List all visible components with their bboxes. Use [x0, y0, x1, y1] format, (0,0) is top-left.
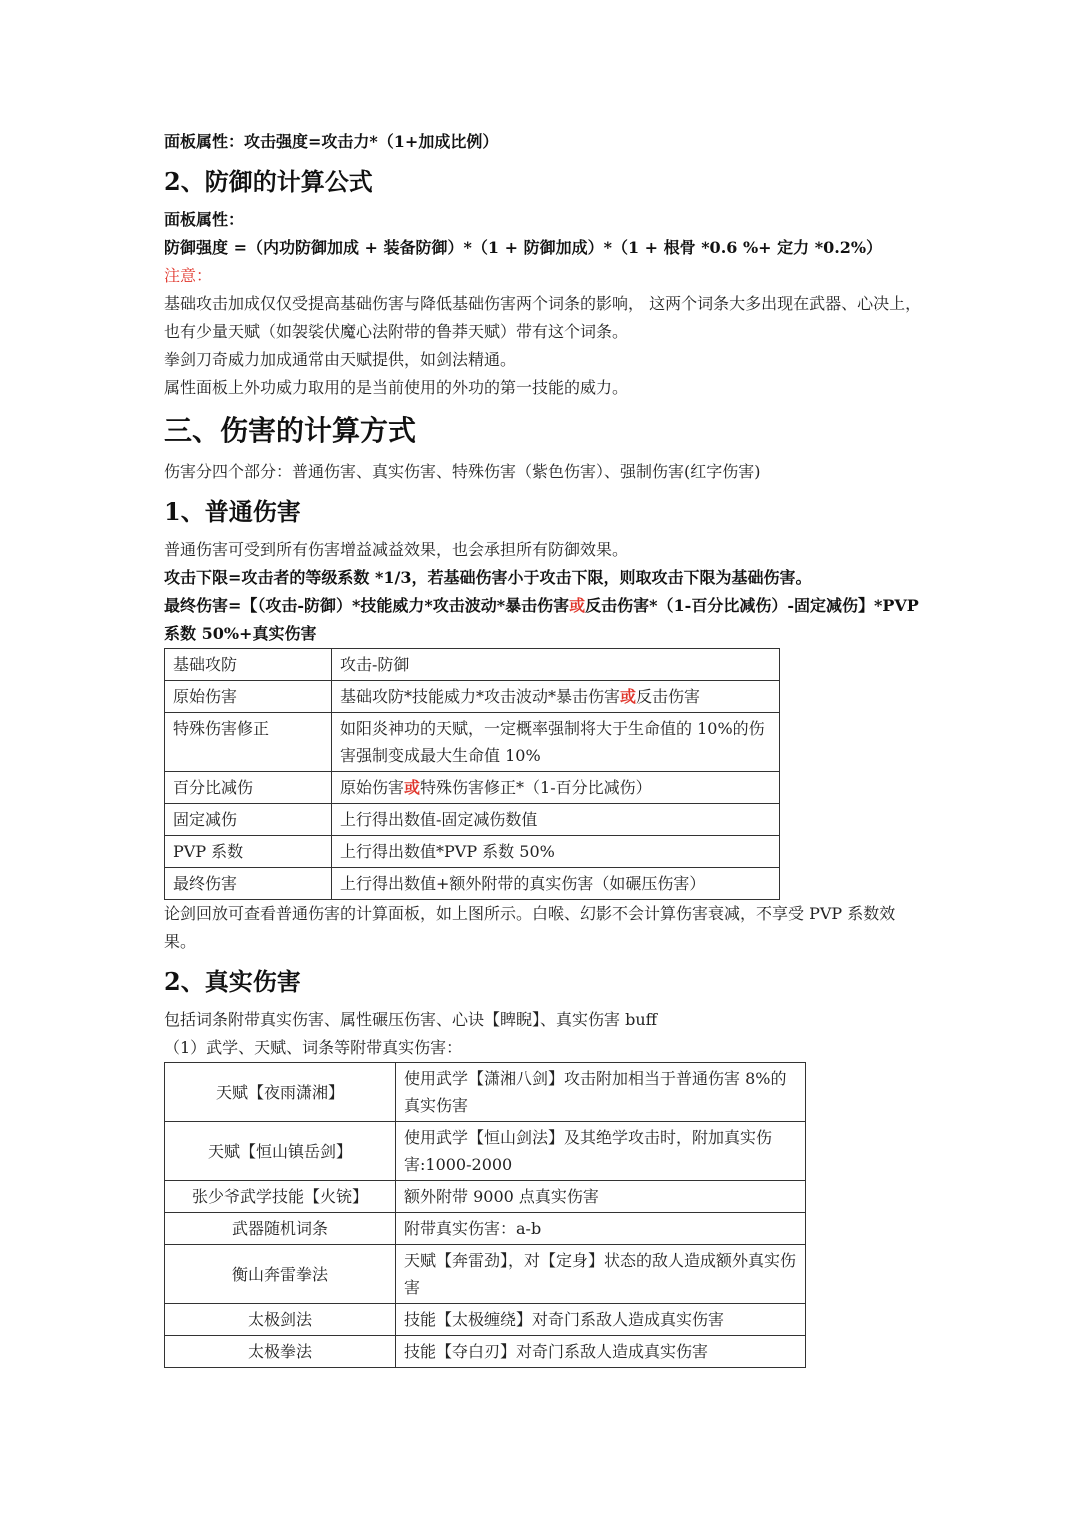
formula-part-b: 反击伤害*（1-百分比减伤）-固定减伤】*PVP 系数 50%+真实伤害: [164, 596, 919, 643]
table-cell-value: 如阳炎神功的天赋，一定概率强制将大于生命值的 10%的伤害强制变成最大生命值 10%: [332, 713, 780, 772]
cell-text-or: 或: [404, 778, 421, 797]
table-row: [165, 1122, 806, 1181]
table-cell-key: 张少爷武学技能【火铳】: [165, 1181, 396, 1213]
table-row: [165, 1063, 806, 1122]
table-row: [165, 804, 780, 836]
table-cell-key: 固定减伤: [165, 804, 332, 836]
normal-damage-p1: 普通伤害可受到所有伤害增益减益效果，也会承担所有防御效果。: [164, 540, 629, 559]
heading-damage-calc: 三、伤害的计算方式: [164, 414, 417, 447]
document-page: [164, 128, 924, 1368]
table-cell-key: PVP 系数: [165, 836, 332, 868]
note-2: 拳剑刀奇威力加成通常由天赋提供，如剑法精通。: [164, 350, 517, 369]
normal-damage-formula: [164, 592, 924, 648]
table-cell-value: [332, 772, 780, 804]
heading-defense-formula: 2、防御的计算公式: [164, 167, 373, 196]
note-3: 属性面板上外功威力取用的是当前使用的外功的第一技能的威力。: [164, 378, 629, 397]
table-cell-key: 天赋【夜雨潇湘】: [165, 1063, 396, 1122]
cell-text-a: 基础攻防*技能威力*攻击波动*暴击伤害: [340, 687, 621, 706]
table-row: [165, 1245, 806, 1304]
true-damage-table: [164, 1062, 806, 1368]
damage-intro: 伤害分四个部分：普通伤害、真实伤害、特殊伤害（紫色伤害）、强制伤害(红字伤害): [164, 462, 761, 481]
table-cell-value: 使用武学【恒山剑法】及其绝学攻击时，附加真实伤害:1000-2000: [396, 1122, 806, 1181]
cell-text-b: 特殊伤害修正*（1-百分比减伤）: [420, 778, 652, 797]
table-cell-key: 太极剑法: [165, 1304, 396, 1336]
table-cell-value: 技能【夺白刃】对奇门系敌人造成真实伤害: [396, 1336, 806, 1368]
table-cell-value: 上行得出数值*PVP 系数 50%: [332, 836, 780, 868]
table-cell-key: 基础攻防: [165, 649, 332, 681]
table-cell-key: 原始伤害: [165, 681, 332, 713]
heading-normal-damage: 1、普通伤害: [164, 497, 301, 526]
table-row: [165, 868, 780, 900]
table-cell-value: 使用武学【潇湘八剑】攻击附加相当于普通伤害 8%的真实伤害: [396, 1063, 806, 1122]
table-row: [165, 1304, 806, 1336]
table-cell-key: 太极拳法: [165, 1336, 396, 1368]
table-row: [165, 713, 780, 772]
defense-formula: 防御强度 =（内功防御加成 + 装备防御）*（1 + 防御加成）*（1 + 根骨 *0.6 %+ 定力 *0.2%）: [164, 238, 883, 257]
table-cell-value: 上行得出数值+额外附带的真实伤害（如碾压伤害）: [332, 868, 780, 900]
cell-text-a: 原始伤害: [340, 778, 405, 797]
formula-part-a: 最终伤害=【（攻击-防御）*技能威力*攻击波动*暴击伤害: [164, 596, 570, 615]
true-damage-p2: （1）武学、天赋、词条等附带真实伤害：: [164, 1038, 463, 1057]
table-cell-key: 衡山奔雷拳法: [165, 1245, 396, 1304]
table-cell-value: 天赋【奔雷劲】，对【定身】状态的敌人造成额外真实伤害: [396, 1245, 806, 1304]
table-row: [165, 1181, 806, 1213]
table-cell-key: 最终伤害: [165, 868, 332, 900]
formula-or: 或: [569, 596, 586, 615]
table-cell-value: 技能【太极缠绕】对奇门系敌人造成真实伤害: [396, 1304, 806, 1336]
normal-damage-p2: 攻击下限=攻击者的等级系数 *1/3，若基础伤害小于攻击下限，则取攻击下限为基础伤害。: [164, 568, 812, 587]
table-row: [165, 836, 780, 868]
note-1: 基础攻击加成仅仅受提高基础伤害与降低基础伤害两个词条的影响， 这两个词条大多出现在武器、心决上，也有少量天赋（如袈裟伏魔心法附带的鲁莽天赋）带有这个词条。: [164, 294, 922, 341]
true-damage-p1: 包括词条附带真实伤害、属性碾压伤害、心诀【睥睨】、真实伤害 buff: [164, 1010, 658, 1029]
cell-text-b: 反击伤害: [636, 687, 701, 706]
table-cell-key: 百分比减伤: [165, 772, 332, 804]
table-cell-value: 附带真实伤害：a-b: [396, 1213, 806, 1245]
table-row: [165, 681, 780, 713]
normal-damage-table: [164, 648, 780, 900]
table-row: [165, 1336, 806, 1368]
table-row: [165, 772, 780, 804]
defense-panel-label: 面板属性：: [164, 210, 245, 229]
table-row: [165, 1213, 806, 1245]
cell-text-or: 或: [620, 687, 637, 706]
heading-true-damage: 2、真实伤害: [164, 967, 301, 996]
table-cell-key: 特殊伤害修正: [165, 713, 332, 772]
table-row: [165, 649, 780, 681]
table-cell-value: [332, 681, 780, 713]
table-cell-value: 攻击-防御: [332, 649, 780, 681]
table-cell-value: 上行得出数值-固定减伤数值: [332, 804, 780, 836]
note-label: 注意：: [164, 266, 213, 285]
table-cell-key: 武器随机词条: [165, 1213, 396, 1245]
after-table-note: 论剑回放可查看普通伤害的计算面板，如上图所示。白喉、幻影不会计算伤害衰减，不享受 PVP 系数效果。: [164, 904, 896, 951]
attack-panel-formula: 面板属性：攻击强度=攻击力*（1+加成比例）: [164, 132, 499, 151]
table-cell-key: 天赋【恒山镇岳剑】: [165, 1122, 396, 1181]
table-cell-value: 额外附带 9000 点真实伤害: [396, 1181, 806, 1213]
